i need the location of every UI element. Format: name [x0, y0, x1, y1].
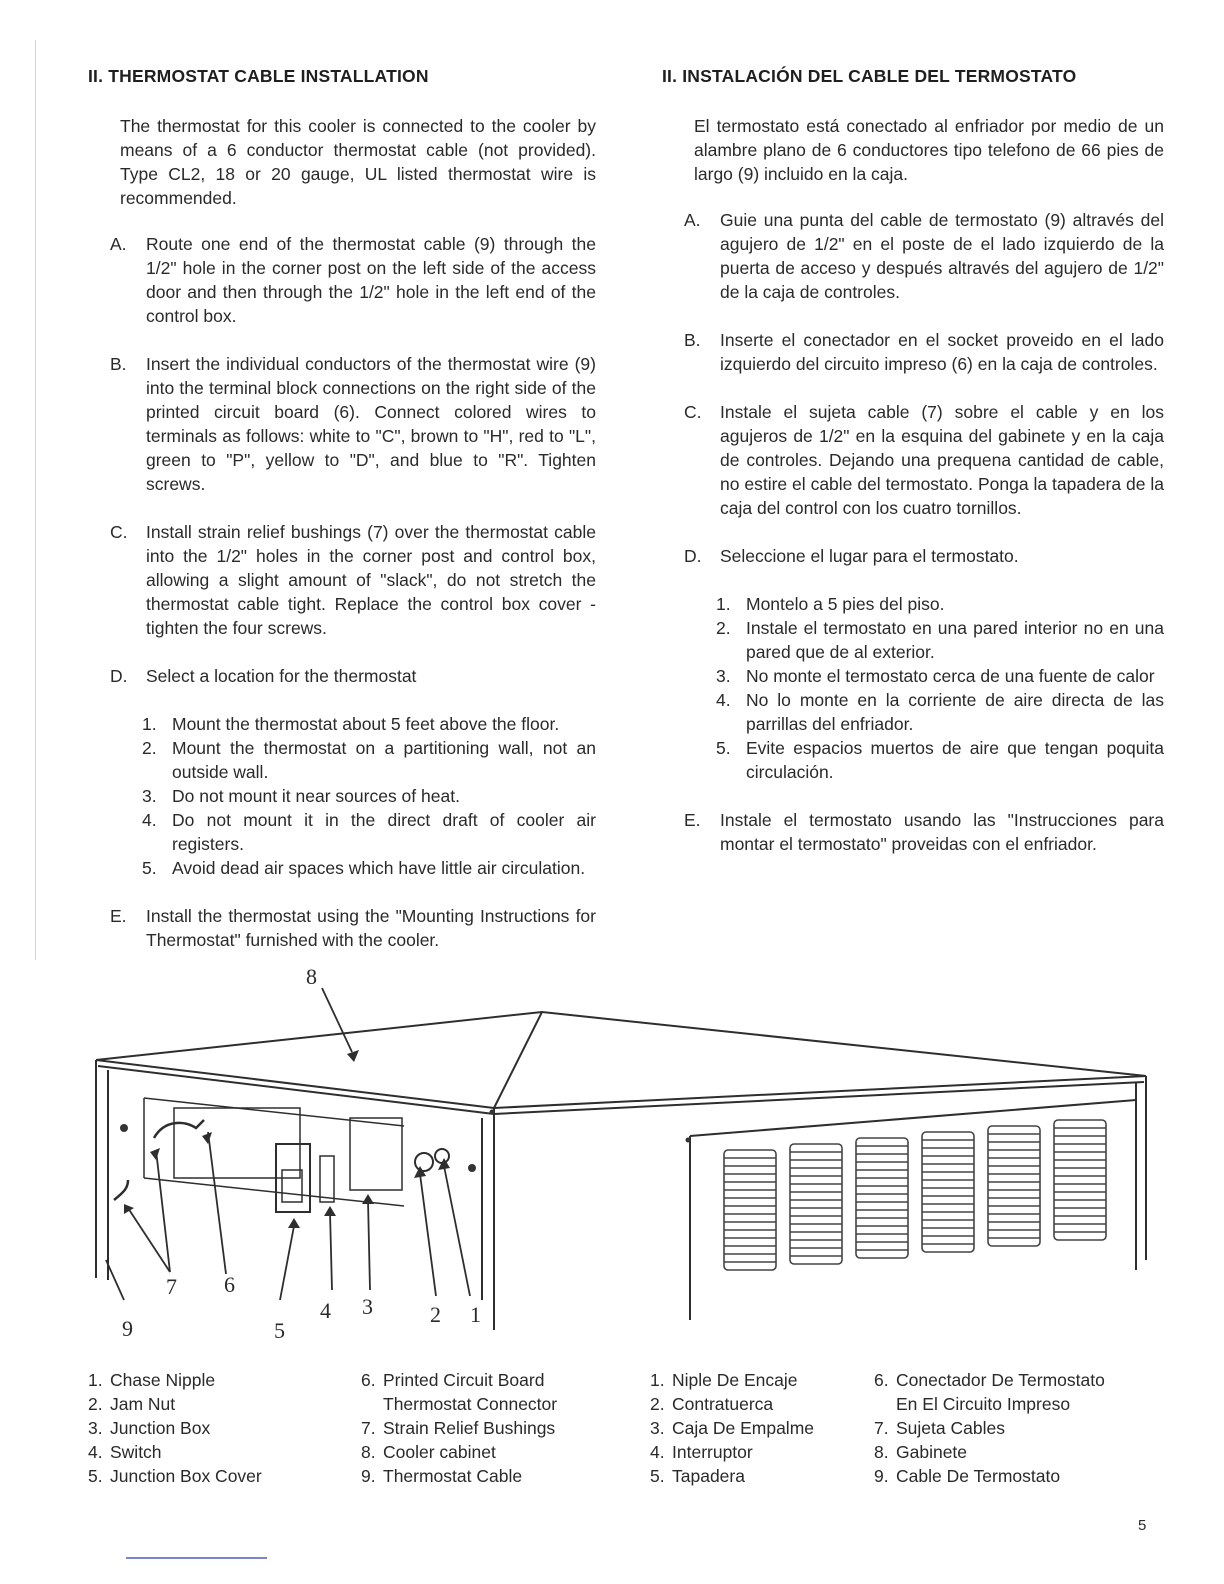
english-step-e: [88, 904, 596, 952]
leader-6: [208, 1132, 226, 1274]
english-step-a: [88, 232, 596, 328]
legend-text: Interruptor: [672, 1442, 753, 1462]
step-letter: E.: [684, 810, 701, 830]
english-step-b: [88, 352, 596, 496]
arrowhead-3: [362, 1194, 374, 1204]
legend-text: Contratuerca: [672, 1394, 774, 1414]
substep-number: 2.: [142, 738, 157, 758]
legend-item: [88, 1368, 262, 1392]
step-letter: A.: [684, 210, 701, 230]
arrowhead-6: [202, 1132, 212, 1144]
legend-item: [650, 1416, 814, 1440]
cable-end-path: [114, 1180, 128, 1200]
legend-item: [650, 1368, 814, 1392]
louver-column: [856, 1138, 908, 1258]
step-text: Route one end of the thermostat cable (9) through the 1/2" hole in the corner post on the left side of the access door and then through the 1/2" hole in the left end of the control box.: [146, 234, 596, 326]
legend-number: 2.: [650, 1394, 665, 1414]
legend-item: [874, 1440, 1105, 1464]
legend-item: [361, 1464, 557, 1488]
spanish-substep: [702, 592, 1164, 616]
legend-spanish-left: [650, 1368, 814, 1488]
leader-8: [322, 988, 352, 1052]
legend-text: Strain Relief Bushings: [383, 1418, 556, 1438]
step-letter: D.: [684, 546, 702, 566]
cabinet-top-outline: [96, 1012, 1146, 1076]
step-text: Insert the individual conductors of the thermostat wire (9) into the terminal block connections on the right side of the printed circuit board (6). Connect colored wires to terminals as follows: white to "C", brown to "H", red to "L", green to "P", yellow to "D", and blue to "R". Tighten screws.: [146, 354, 596, 494]
callout-9: 9: [122, 1316, 133, 1341]
spanish-step-d: [662, 544, 1164, 784]
english-heading: II. THERMOSTAT CABLE INSTALLATION: [88, 66, 429, 86]
legend-item: [88, 1392, 262, 1416]
legend-text: Junction Box: [110, 1418, 211, 1438]
legend-text: Tapadera: [672, 1466, 745, 1486]
callout-7: 7: [166, 1274, 177, 1299]
english-step-c: [88, 520, 596, 640]
junction-box-cover-window: [282, 1170, 302, 1202]
substep-text: Mount the thermostat about 5 feet above the floor.: [172, 714, 560, 734]
step-letter: A.: [110, 234, 127, 254]
callout-2: 2: [430, 1302, 441, 1327]
legend-item: [650, 1392, 814, 1416]
cabinet-top-right-edge: [494, 1076, 1146, 1108]
chase-nipple-circle: [415, 1153, 433, 1171]
substep-number: 3.: [142, 786, 157, 806]
legend-number: 7.: [361, 1418, 376, 1438]
legend-item: [874, 1416, 1105, 1440]
legend-english-right: [361, 1368, 557, 1488]
cooler-diagram: [84, 960, 1164, 1345]
screw-dot: [490, 1110, 495, 1115]
legend-number: 6.: [361, 1370, 376, 1390]
english-step-d: [88, 664, 596, 880]
substep-number: 2.: [716, 618, 731, 638]
step-text: Instale el sujeta cable (7) sobre el cable y en los agujeros de 1/2" en la esquina del gabinete y en la caja de controles. Dejando una prequena cantidad de cable, no estire el cable del termostato. Ponga la tapadera de la caja del control con los cuatro tornillos.: [720, 402, 1164, 518]
step-text: Guie una punta del cable de termostato (9) altravés del agujero de 1/2" en el poste de el lado izquierdo de la puerta de acceso y después altravés del agujero de 1/2" de la caja de controles.: [720, 210, 1164, 302]
callout-8: 8: [306, 964, 317, 989]
legend-item: [650, 1440, 814, 1464]
spanish-column: [662, 64, 1164, 880]
cabinet-top-inner-right: [494, 1082, 1144, 1114]
legend-text: Niple De Encaje: [672, 1370, 798, 1390]
substep-number: 1.: [142, 714, 157, 734]
legend-number: 5.: [88, 1466, 103, 1486]
legend-text: Thermostat Cable: [383, 1466, 523, 1486]
screw-dot: [120, 1124, 128, 1132]
english-substeps: [142, 712, 596, 880]
english-intro: The thermostat for this cooler is connected to the cooler by means of a 6 conductor thermostat cable (not provided). Type CL2, 18 or 20 gauge, UL listed thermostat wire is recommended.: [120, 116, 596, 208]
spanish-substep: [702, 664, 1164, 688]
switch-outline: [320, 1156, 334, 1202]
page-number: 5: [1138, 1517, 1147, 1534]
legend-number: 8.: [874, 1442, 889, 1462]
cabinet-top-inner-edge: [98, 1066, 494, 1114]
step-letter: C.: [684, 402, 702, 422]
spanish-substep: [702, 688, 1164, 736]
arrowhead-8: [347, 1050, 359, 1062]
leader-1: [444, 1166, 470, 1296]
legend-item: [650, 1464, 814, 1488]
legend-number: 2.: [88, 1394, 103, 1414]
cabinet-top-diagonal: [494, 1012, 542, 1108]
legend-item: [361, 1416, 557, 1440]
substep-text: No lo monte en la corriente de aire directa de las parrillas del enfriador.: [746, 690, 1164, 734]
step-letter: B.: [684, 330, 701, 350]
callout-5: 5: [274, 1318, 285, 1343]
jam-nut-circle: [435, 1149, 449, 1163]
spanish-step-e: [662, 808, 1164, 856]
leader-3: [368, 1200, 370, 1290]
english-substep: [128, 784, 596, 808]
leader-2: [420, 1174, 436, 1296]
substep-number: 4.: [716, 690, 731, 710]
callout-3: 3: [362, 1294, 373, 1319]
louver-grid: [724, 1120, 1106, 1270]
spanish-substep: [702, 736, 1164, 784]
arrowhead-7b: [150, 1148, 160, 1160]
arrowhead-4: [324, 1206, 336, 1216]
step-text: Install the thermostat using the "Mounting Instructions for Thermostat" furnished with the cooler.: [146, 906, 596, 950]
thermostat-cable-path: [154, 1120, 204, 1138]
legend-item: [88, 1416, 262, 1440]
substep-number: 1.: [716, 594, 731, 614]
step-letter: B.: [110, 354, 127, 374]
spanish-substep: [702, 616, 1164, 664]
spanish-step-a: [662, 208, 1164, 304]
english-substep: [128, 736, 596, 784]
spanish-intro: El termostato está conectado al enfriador por medio de un alambre plano de 6 conductores tipo telefono de 66 pies de largo (9) incluido en la caja.: [694, 116, 1164, 184]
spanish-steps: [662, 208, 1164, 856]
arrowhead-2: [414, 1166, 426, 1178]
legend-item-continuation: [874, 1392, 1105, 1416]
substep-text: Instale el termostato en una pared interior no en una pared que de al exterior.: [746, 618, 1164, 662]
callout-6: 6: [224, 1272, 235, 1297]
arrowhead-7a: [124, 1204, 134, 1214]
step-letter: D.: [110, 666, 128, 686]
spanish-step-c: [662, 400, 1164, 520]
legend-text: Sujeta Cables: [896, 1418, 1005, 1438]
louver-column: [724, 1150, 776, 1270]
legend-number: 9.: [874, 1466, 889, 1486]
legend-text: Switch: [110, 1442, 162, 1462]
leader-5: [280, 1226, 294, 1300]
legend-number: 4.: [88, 1442, 103, 1462]
legend-number: 6.: [874, 1370, 889, 1390]
louver-column: [1054, 1120, 1106, 1240]
legend-text: Cooler cabinet: [383, 1442, 496, 1462]
screw-dot: [686, 1138, 691, 1143]
step-text: Inserte el conectador en el socket proveido en el lado izquierdo del circuito impreso (6) en la caja de controles.: [720, 330, 1164, 374]
english-substep: [128, 856, 596, 880]
junction-box-outline: [350, 1118, 402, 1190]
legend-spanish-right: [874, 1368, 1105, 1488]
legend-english-left: [88, 1368, 262, 1488]
english-column: [88, 64, 596, 976]
substep-number: 5.: [142, 858, 157, 878]
legend-item: [874, 1464, 1105, 1488]
legend-number: 3.: [650, 1418, 665, 1438]
step-text: Instale el termostato usando las "Instrucciones para montar el termostato" proveidas con el enfriador.: [720, 810, 1164, 854]
step-text: Seleccione el lugar para el termostato.: [720, 546, 1019, 566]
leader-4: [330, 1212, 332, 1290]
legend-text: Chase Nipple: [110, 1370, 216, 1390]
legend-text: En El Circuito Impreso: [896, 1394, 1071, 1414]
legend-item: [361, 1368, 557, 1392]
arrowhead-5: [288, 1218, 300, 1228]
substep-text: Mount the thermostat on a partitioning wall, not an outside wall.: [172, 738, 596, 782]
bottom-rule: [126, 1557, 267, 1559]
legend-text: Caja De Empalme: [672, 1418, 814, 1438]
substep-text: Avoid dead air spaces which have little air circulation.: [172, 858, 586, 878]
cabinet-top-front-edge: [96, 1060, 494, 1108]
legend-item: [874, 1368, 1105, 1392]
side-top-trim: [690, 1100, 1136, 1136]
louver-column: [988, 1126, 1040, 1246]
legend-number: 9.: [361, 1466, 376, 1486]
left-margin-line: [35, 40, 36, 960]
callout-4: 4: [320, 1298, 331, 1323]
step-letter: E.: [110, 906, 127, 926]
substep-text: Montelo a 5 pies del piso.: [746, 594, 945, 614]
english-substep: [128, 712, 596, 736]
substep-text: Evite espacios muertos de aire que tengan poquita circulación.: [746, 738, 1164, 782]
substep-number: 5.: [716, 738, 731, 758]
louver-column: [790, 1144, 842, 1264]
spanish-step-b: [662, 328, 1164, 376]
legend-number: 1.: [88, 1370, 103, 1390]
substep-number: 4.: [142, 810, 157, 830]
legend-text: Jam Nut: [110, 1394, 176, 1414]
legend-item: [88, 1464, 262, 1488]
legend-text: Cable De Termostato: [896, 1466, 1061, 1486]
legend-number: 1.: [650, 1370, 665, 1390]
legend-number: 8.: [361, 1442, 376, 1462]
legend-number: 4.: [650, 1442, 665, 1462]
legend-number: 7.: [874, 1418, 889, 1438]
legend-text: Thermostat Connector: [383, 1394, 558, 1414]
spanish-heading: II. INSTALACIÓN DEL CABLE DEL TERMOSTATO: [662, 66, 1077, 86]
legend-item: [361, 1440, 557, 1464]
step-text: Select a location for the thermostat: [146, 666, 417, 686]
english-steps: [88, 232, 596, 952]
substep-number: 3.: [716, 666, 731, 686]
legend-text: Junction Box Cover: [110, 1466, 262, 1486]
substep-text: Do not mount it near sources of heat.: [172, 786, 460, 806]
legend-number: 3.: [88, 1418, 103, 1438]
legend-text: Gabinete: [896, 1442, 968, 1462]
legend-text: Printed Circuit Board: [383, 1370, 545, 1390]
callout-1: 1: [470, 1302, 481, 1327]
substep-text: Do not mount it in the direct draft of cooler air registers.: [172, 810, 596, 854]
screw-dot: [468, 1164, 476, 1172]
step-text: Install strain relief bushings (7) over the thermostat cable into the 1/2" holes in the corner post and control box, allowing a slight amount of "slack", do not stretch the thermostat cable tight. Replace the control box cover - tighten the four screws.: [146, 522, 596, 638]
english-substep: [128, 808, 596, 856]
legend-item-continuation: [361, 1392, 557, 1416]
legend-text: Conectador De Termostato: [896, 1370, 1105, 1390]
spanish-substeps: [716, 592, 1164, 784]
legend-item: [88, 1440, 262, 1464]
substep-text: No monte el termostato cerca de una fuente de calor: [746, 666, 1155, 686]
louver-column: [922, 1132, 974, 1252]
step-letter: C.: [110, 522, 128, 542]
legend-number: 5.: [650, 1466, 665, 1486]
